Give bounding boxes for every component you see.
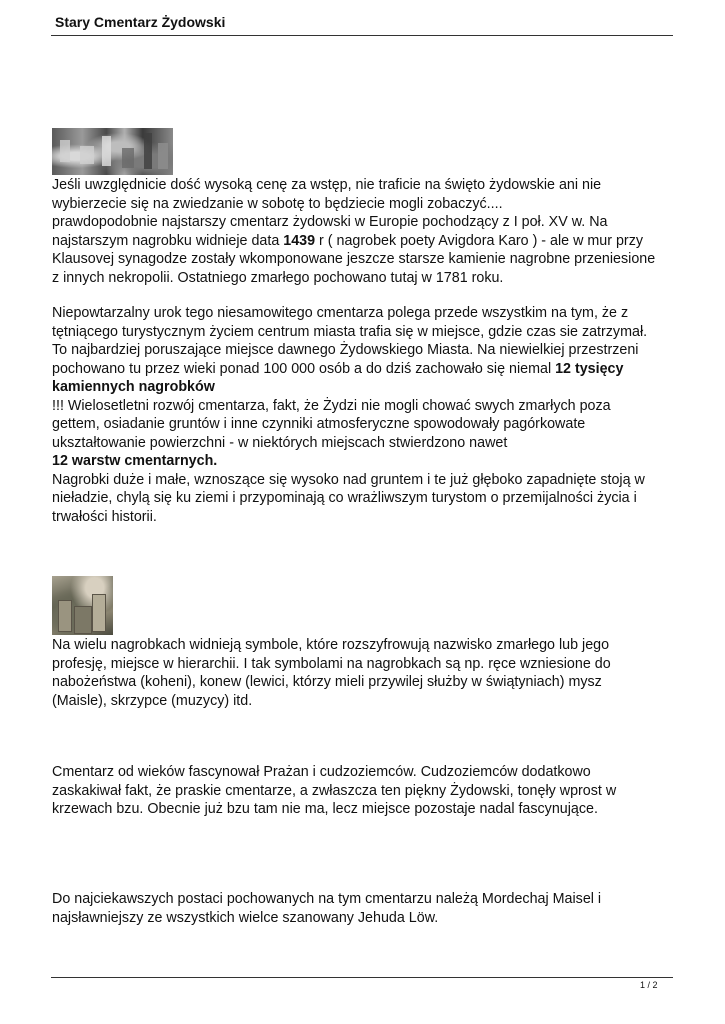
text-line: Nagrobki duże i małe, wznoszące się wysoko nad gruntem i te już głęboko zapadnięte stoją w [52, 471, 645, 488]
text-line: trwałości historii. [52, 508, 157, 525]
text-line: prawdopodobnie najstarszy cmentarz żydowski w Europie pochodzący z I poł. XV w. Na [52, 214, 608, 230]
section-fascination [52, 763, 682, 819]
text-line: 12 warstw cmentarnych. [52, 453, 218, 469]
text-line: profesję, miejsce w hierarchii. I tak symbolami na nagrobkach są np. ręce wzniesione do [52, 655, 611, 672]
footer-divider [51, 977, 673, 978]
text-line: Na wielu nagrobkach widnieją symbole, które rozszyfrowują nazwisko zmarłego lub jego [52, 637, 610, 653]
text-line: gettem, osiadanie gruntów i inne czynniki atmosferyczne spowodowały pagórkowate [52, 416, 586, 432]
page-header-title: Stary Cmentarz Żydowski [55, 14, 226, 30]
page-number: 1 / 2 [640, 980, 658, 990]
text-line: kamiennych nagrobków [52, 379, 215, 395]
text-line: najstarszym nagrobku widnieje data 1439 r ( nagrobek poety Avigdora Karo ) - ale w mur przy [52, 232, 643, 249]
text-line: tętniącego turystycznym życiem centrum miasta trafia się w miejsce, gdzie czas sie zatrzymał. [52, 323, 648, 340]
text-line: Do najciekawszych postaci pochowanych na tym cmentarzu należą Mordechaj Maisel i [52, 891, 602, 907]
text-line: !!! Wielosetletni rozwój cmentarza, fakt, że Żydzi nie mogli chować swych zmarłych poza [52, 397, 611, 414]
text-line: nabożeństwa (koheni), konew (lewici, którzy mieli przywilej służby w świątyniach) mysz [52, 674, 602, 690]
cemetery-photo-2 [52, 576, 113, 635]
header-divider [51, 35, 673, 36]
text-line: Klausovej synagodze zostały wkomponowane jeszcze starsze kamienie nagrobne przeniesione [52, 251, 656, 267]
text-line: z innych nekropolii. Ostatniego zmarłego pochowano tutaj w 1781 roku. [52, 269, 504, 286]
cemetery-photo-1 [52, 128, 173, 175]
text-line: ukształtowanie powierzchni - w niektórych miejscach stwierdzono nawet [52, 434, 508, 451]
text-line: zaskakiwał fakt, że praskie cmentarze, a zwłaszcza ten piękny Żydowski, tonęły wprost w [52, 782, 617, 799]
section-description [52, 304, 682, 526]
text-line: pochowano tu przez wieki ponad 100 000 osób a do dziś zachowało się niemal 12 tysięcy [52, 360, 624, 377]
text-line: To najbardziej poruszające miejsce dawnego Żydowskiego Miasta. Na niewielkiej przestrzeni [52, 342, 639, 358]
text-line: wybierzecie się na zwiedzanie w sobotę to będziecie mogli zobaczyć.... [52, 195, 503, 212]
section-symbols [52, 636, 682, 710]
text-line: Jeśli uwzględnicie dość wysoką cenę za wstęp, nie traficie na święto żydowskie ani nie [52, 177, 602, 193]
section-history [52, 176, 682, 287]
text-line: najsławniejszy ze wszystkich wielce szanowany Jehuda Löw. [52, 909, 439, 926]
section-famous-burials [52, 890, 682, 927]
text-line: (Maisle), skrzypce (muzycy) itd. [52, 692, 253, 709]
text-line: Niepowtarzalny urok tego niesamowitego cmentarza polega przede wszystkim na tym, że z [52, 305, 629, 321]
text-line: krzewach bzu. Obecnie już bzu tam nie ma, lecz miejsce pozostaje nadal fascynujące. [52, 801, 598, 817]
text-line: Cmentarz od wieków fascynował Prażan i cudzoziemców. Cudzoziemców dodatkowo [52, 764, 591, 780]
text-line: nieładzie, chylą się ku ziemi i przypominają co wrażliwszym turystom o przemijalności życia i [52, 490, 637, 506]
